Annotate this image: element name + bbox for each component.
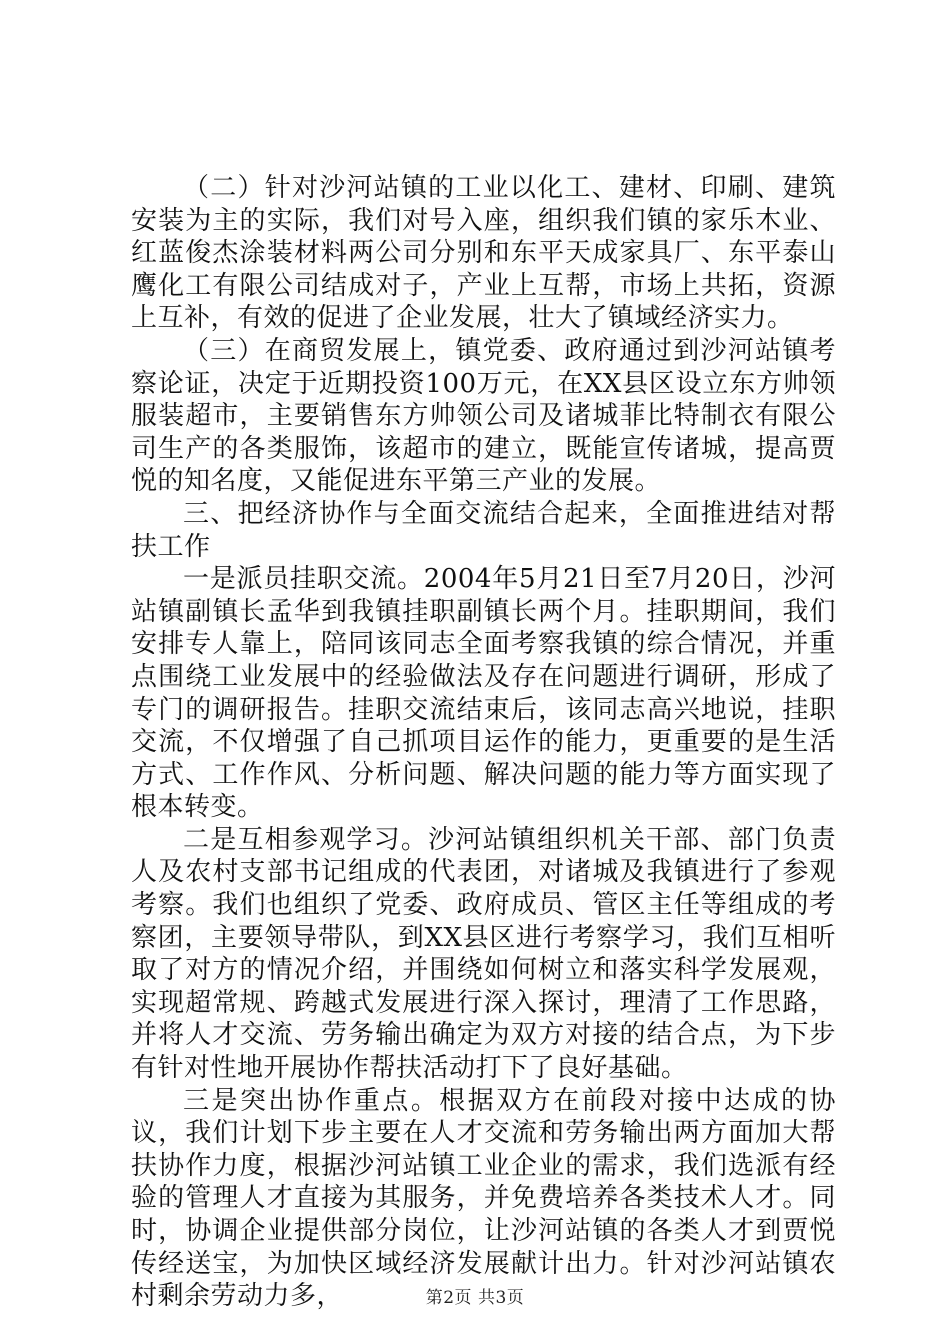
paragraph-staff-exchange: 一是派员挂职交流。2004年5月21日至7月20日，沙河站镇副镇长孟华到我镇挂职副镇长两个月。挂职期间，我们安排专人靠上，陪同该同志全面考察我镇的综合情况，并重点围绕工业发展中的经验做法及存在问题进行调研，形成了专门的调研报告。挂职交流结束后，该同志高兴地说，挂职交流，不仅增强了自己抓项目运作的能力，更重要的是生活方式、工作作风、分析问题、解决问题的能力等方面实现了根本转变。 <box>131 564 836 823</box>
section-heading-three: 三、把经济协作与全面交流结合起来，全面推进结对帮扶工作 <box>131 498 836 562</box>
paragraph-commerce: （三）在商贸发展上，镇党委、政府通过到沙河站镇考察论证，决定于近期投资100万元，在XX县区设立东方帅领服装超市，主要销售东方帅领公司及诸城菲比特制衣有限公司生产的各类服饰，该超市的建立，既能宣传诸城，提高贾悦的知名度，又能促进东平第三产业的发展。 <box>131 335 836 497</box>
document-body <box>131 172 836 1313</box>
paragraph-industry-pairing: （二）针对沙河站镇的工业以化工、建材、印刷、建筑安装为主的实际，我们对号入座，组织我们镇的家乐木业、红蓝俊杰涂装材料两公司分别和东平天成家具厂、东平泰山鹰化工有限公司结成对子，产业上互帮，市场上共拓，资源上互补，有效的促进了企业发展，壮大了镇域经济实力。 <box>131 173 836 334</box>
paragraph-mutual-visits: 二是互相参观学习。沙河站镇组织机关干部、部门负责人及农村支部书记组成的代表团，对诸城及我镇进行了参观考察。我们也组织了党委、政府成员、管区主任等组成的考察团，主要领导带队，到XX县区进行考察学习，我们互相听取了对方的情况介绍，并围绕如何树立和落实科学发展观，实现超常规、跨越式发展进行深入探讨，理清了工作思路，并将人才交流、劳务输出确定为双方对接的结合点，为下步有针对性地开展协作帮扶活动打下了良好基础。 <box>131 824 836 1084</box>
paragraph-cooperation-focus: 三是突出协作重点。根据双方在前段对接中达成的协议，我们计划下步主要在人才交流和劳务输出两方面加大帮扶协作力度，根据沙河站镇工业企业的需求，我们选派有经验的管理人才直接为其服务，并免费培养各类技术人才。同时，协调企业提供部分岗位，让沙河站镇的各类人才到贾悦传经送宝，为加快区域经济发展献计出力。针对沙河站镇农村剩余劳动力多， <box>131 1085 836 1312</box>
page-number-footer: 第2页 共3页 <box>425 1288 525 1308</box>
